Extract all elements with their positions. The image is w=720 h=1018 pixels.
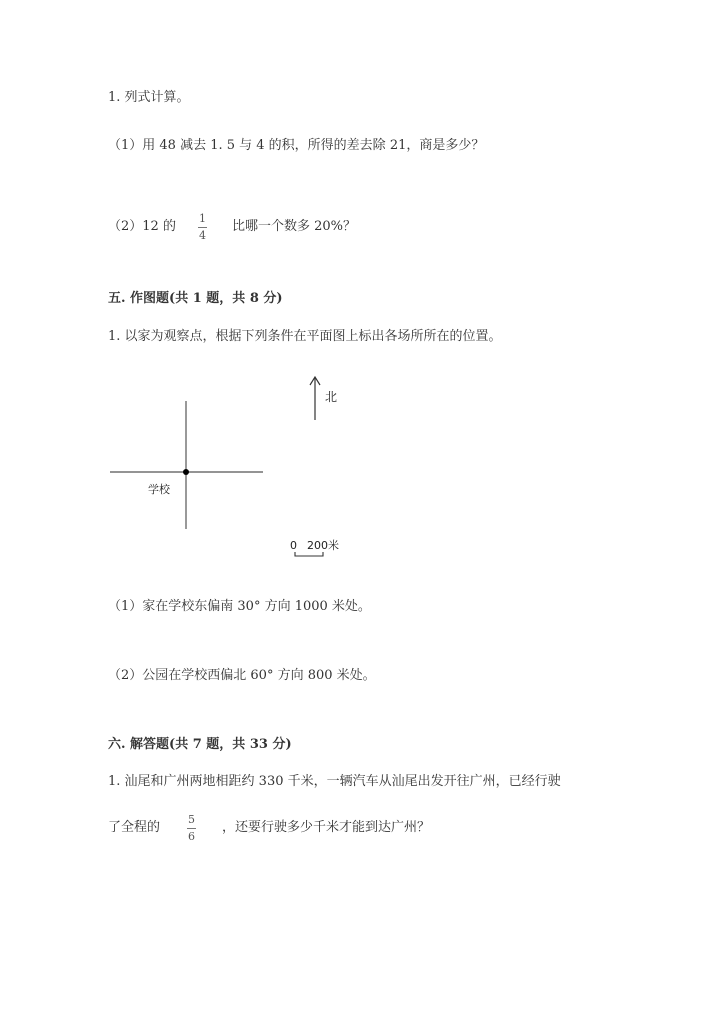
school-point: [183, 469, 189, 475]
scale-distance-label: 200米: [307, 539, 339, 552]
fraction-bar: [187, 828, 196, 829]
item-title-calculation: 1. 列式计算。: [108, 90, 190, 105]
word-problem-suffix: ，还要行驶多少千米才能到达广州？: [222, 820, 431, 835]
fraction-denominator: 4: [199, 229, 206, 242]
sub-question-park: （2）公园在学校西偏北 60° 方向 800 米处。: [108, 668, 376, 683]
section-5-heading: 五. 作图题(共 1 题，共 8 分): [108, 291, 283, 306]
sub-question-home: （1）家在学校东偏南 30° 方向 1000 米处。: [108, 599, 371, 614]
fraction-denominator: 6: [188, 830, 195, 843]
question-1: （1）用 48 减去 1. 5 与 4 的积，所得的差去除 21，商是多少？: [108, 138, 485, 153]
fraction-numerator: 1: [199, 212, 206, 225]
scale-zero-label: 0: [290, 539, 297, 552]
section-6-heading: 六. 解答题(共 7 题，共 33 分): [108, 737, 292, 752]
fraction-five-sixths: [187, 814, 196, 843]
question-2-prefix: （2）12 的: [108, 219, 176, 234]
school-label: 学校: [148, 483, 170, 496]
north-label: 北: [325, 390, 338, 404]
question-2-suffix: 比哪一个数多 20%？: [232, 219, 357, 234]
word-problem-prefix: 了全程的: [108, 820, 161, 835]
drawing-question: 1. 以家为观察点，根据下列条件在平面图上标出各场所所在的位置。: [108, 329, 502, 344]
word-problem-line-1: 1. 汕尾和广州两地相距约 330 千米，一辆汽车从汕尾出发开往广州，已经行驶: [108, 774, 561, 789]
fraction-numerator: 5: [188, 813, 195, 826]
